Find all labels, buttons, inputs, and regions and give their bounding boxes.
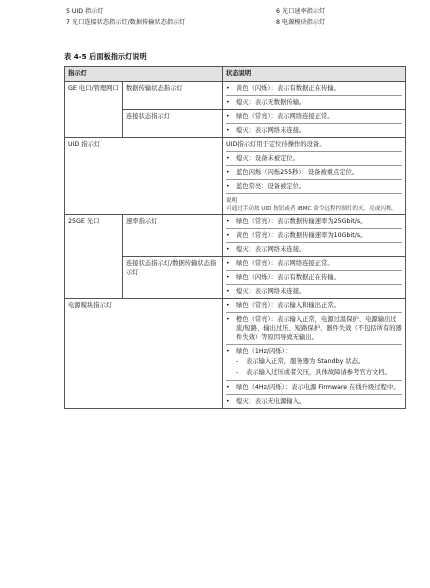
- bullet-icon: •: [226, 273, 230, 281]
- list-item: • 橙色（常亮）：表示输入正常，电源过温保护、电源输出过流/短路、输出过压、短路保护、器件失效（不包括所有的器件失效）等原因导致无输出。: [226, 313, 402, 345]
- table-row: [65, 82, 406, 110]
- bullet-icon: •: [226, 85, 230, 92]
- table-caption: 表 4-5 后面板指示灯说明: [64, 52, 147, 61]
- list-item: • 熄灭：表示网络未连接。: [226, 287, 306, 295]
- bullet-icon: •: [226, 287, 230, 295]
- list-item: • 绿色（1Hz/闪烁）： - 表示输入正常，服务器为 Standby 状态。 - 表示输入过压或者欠压，具体故障请参考官方文档。: [226, 345, 402, 381]
- sub-item: - 表示输入过压或者欠压，具体故障请参考官方文档。: [236, 368, 391, 376]
- bullet-icon: •: [226, 127, 230, 134]
- bullet-icon: •: [226, 383, 230, 391]
- legend-row: [66, 17, 406, 28]
- list-item: • 熄灭：表示网络未连接。: [226, 245, 306, 253]
- legend-item: 7 光口连接状态指示灯/数据传输状态指示灯: [66, 19, 186, 26]
- status-rate: [223, 214, 406, 256]
- group-25ge: 25GE 光口: [65, 214, 123, 298]
- list-item: • 熄灭：表示无电源输入。: [226, 397, 306, 405]
- list-item: • 黄色（常亮）：表示数据传输速率为10Gbit/s。: [226, 229, 402, 243]
- indicator-psu: 电源模块指示灯: [65, 298, 223, 408]
- table-row: [65, 298, 406, 408]
- indicator-table: [64, 66, 406, 409]
- bullet-icon: •: [226, 315, 230, 323]
- list-item: • 绿色（闪烁）：表示有数据正在传输。: [226, 271, 402, 285]
- list-item: • 熄灭：表示无数据传输。: [226, 99, 306, 106]
- indicator-uid: UID 指示灯: [65, 138, 223, 215]
- legend-row: [66, 6, 406, 17]
- list-item: • 绿色（常亮）：表示数据传输速率为25Gbit/s。: [226, 215, 402, 229]
- table-row: [65, 138, 406, 215]
- indicator-ge-data: 数据传输状态指示灯: [123, 82, 223, 110]
- status-ge-data: [223, 82, 406, 110]
- note-title: 说明: [226, 198, 238, 204]
- status-port-link: [223, 256, 406, 298]
- bullet-icon: •: [226, 155, 230, 162]
- indicator-rate: 速率指示灯: [123, 214, 223, 256]
- list-item: • 绿色（常亮）：表示输入和输出正常。: [226, 299, 402, 313]
- legend-item: 8 电源模块指示灯: [276, 19, 326, 26]
- group-ge: GE 电口/管理网口: [65, 82, 123, 138]
- bullet-icon: •: [226, 301, 230, 309]
- note-body: 可通过手动按 UID 按钮或者 iBMC 命令远程控制灯的灭、亮或闪烁。: [226, 206, 398, 212]
- legend-item: 5 UID 指示灯: [66, 8, 104, 15]
- list-item: • 蓝色闪烁（闪烁255秒）：设备被重点定位。: [226, 166, 402, 180]
- bullet-icon: •: [226, 217, 230, 225]
- bullet-icon: •: [226, 397, 230, 405]
- uid-intro: UID指示灯用于定位待操作的设备。: [226, 138, 402, 152]
- header-indicator: 指示灯: [65, 67, 223, 82]
- indicator-ge-link: 连接状态指示灯: [123, 110, 223, 138]
- status-ge-link: [223, 110, 406, 138]
- dash-icon: -: [236, 368, 239, 376]
- sub-item: - 表示输入正常，服务器为 Standby 状态。: [236, 357, 365, 365]
- status-uid: [223, 138, 406, 215]
- legend-list: [66, 6, 406, 28]
- bullet-icon: •: [226, 183, 230, 190]
- header-status: 状态说明: [223, 67, 406, 82]
- bullet-icon: •: [226, 231, 230, 239]
- table-header-row: [65, 67, 406, 82]
- list-item: • 绿色（常亮）：表示网络连接正常。: [226, 110, 402, 124]
- bullet-icon: •: [226, 259, 230, 267]
- bullet-icon: •: [226, 99, 230, 106]
- dash-icon: -: [236, 357, 239, 365]
- legend-item: 6 光口速率指示灯: [276, 8, 326, 15]
- status-psu: [223, 298, 406, 408]
- list-item: • 蓝色常亮：设备被定位。: [226, 180, 402, 194]
- list-item: • 绿色（4Hz/闪烁）：表示电源 Firmware 在线升级过程中。: [226, 381, 402, 395]
- list-item: • 黄色（闪烁）：表示有数据正在传输。: [226, 82, 402, 96]
- bullet-icon: •: [226, 169, 230, 176]
- list-item: • 绿色（常亮）：表示网络连接正常。: [226, 257, 402, 271]
- bullet-icon: •: [226, 245, 230, 253]
- list-item: • 熄灭：表示网络未连接。: [226, 127, 306, 134]
- list-item: • 熄灭：设备未被定位。: [226, 152, 402, 166]
- bullet-icon: •: [226, 113, 230, 120]
- indicator-port-link: 连接状态指示灯/数据传输状态指示灯: [123, 256, 223, 298]
- bullet-icon: •: [226, 347, 230, 355]
- table-row: [65, 214, 406, 256]
